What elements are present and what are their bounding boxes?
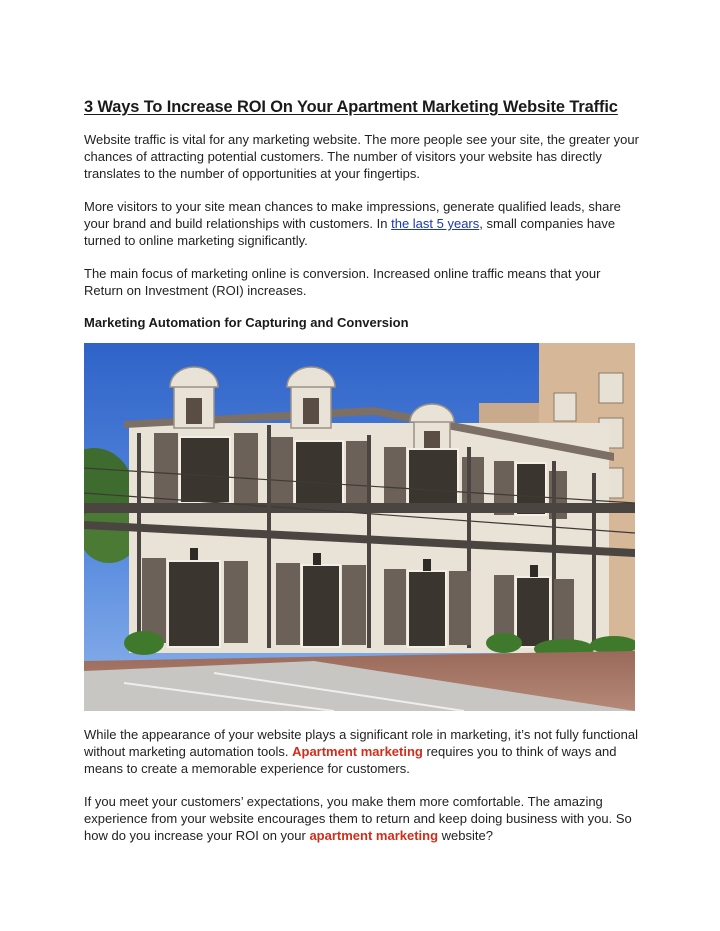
paragraph-5-text-b: website? xyxy=(438,828,493,843)
paragraph-5-text-a: If you meet your customers’ expectations, you make them more comfortable. The amazing experience from your website encourages them to return and keep doing business with you. So how do you increase your ROI on your xyxy=(84,794,632,843)
paragraph-1: Website traffic is vital for any marketing website. The more people see your site, the greater your chances of attracting potential customers. The number of visitors your website has directly translates to the number of opportunities at your fingertips. xyxy=(84,132,639,181)
paragraph-4-text-b: requires you to think of ways and means to create a memorable experience for customers. xyxy=(84,744,617,776)
apartment-marketing-highlight-2[interactable]: apartment marketing xyxy=(309,828,439,843)
document-page xyxy=(84,98,640,860)
last-5-years-link[interactable]: the last 5 years xyxy=(391,216,480,231)
paragraph-4-text-a: While the appearance of your website plays a significant role in marketing, it’s not fully functional without marketing automation tools. xyxy=(84,727,638,759)
apartment-building-photo xyxy=(84,343,635,711)
apartment-marketing-highlight[interactable]: Apartment marketing xyxy=(292,744,423,759)
section-heading: Marketing Automation for Capturing and Conversion xyxy=(84,315,409,330)
paragraph-5 xyxy=(84,793,640,844)
paragraph-2-text-a: More visitors to your site mean chances to make impressions, generate qualified leads, share your brand and build relationships with customers. In xyxy=(84,199,621,231)
page-title: 3 Ways To Increase ROI On Your Apartment Marketing Website Traffic xyxy=(84,98,618,116)
paragraph-2 xyxy=(84,198,640,249)
paragraph-3: The main focus of marketing online is conversion. Increased online traffic means that your Return on Investment (ROI) increases. xyxy=(84,266,601,298)
paragraph-2-text-b: , small companies have turned to online marketing significantly. xyxy=(84,216,616,248)
paragraph-4 xyxy=(84,726,640,777)
